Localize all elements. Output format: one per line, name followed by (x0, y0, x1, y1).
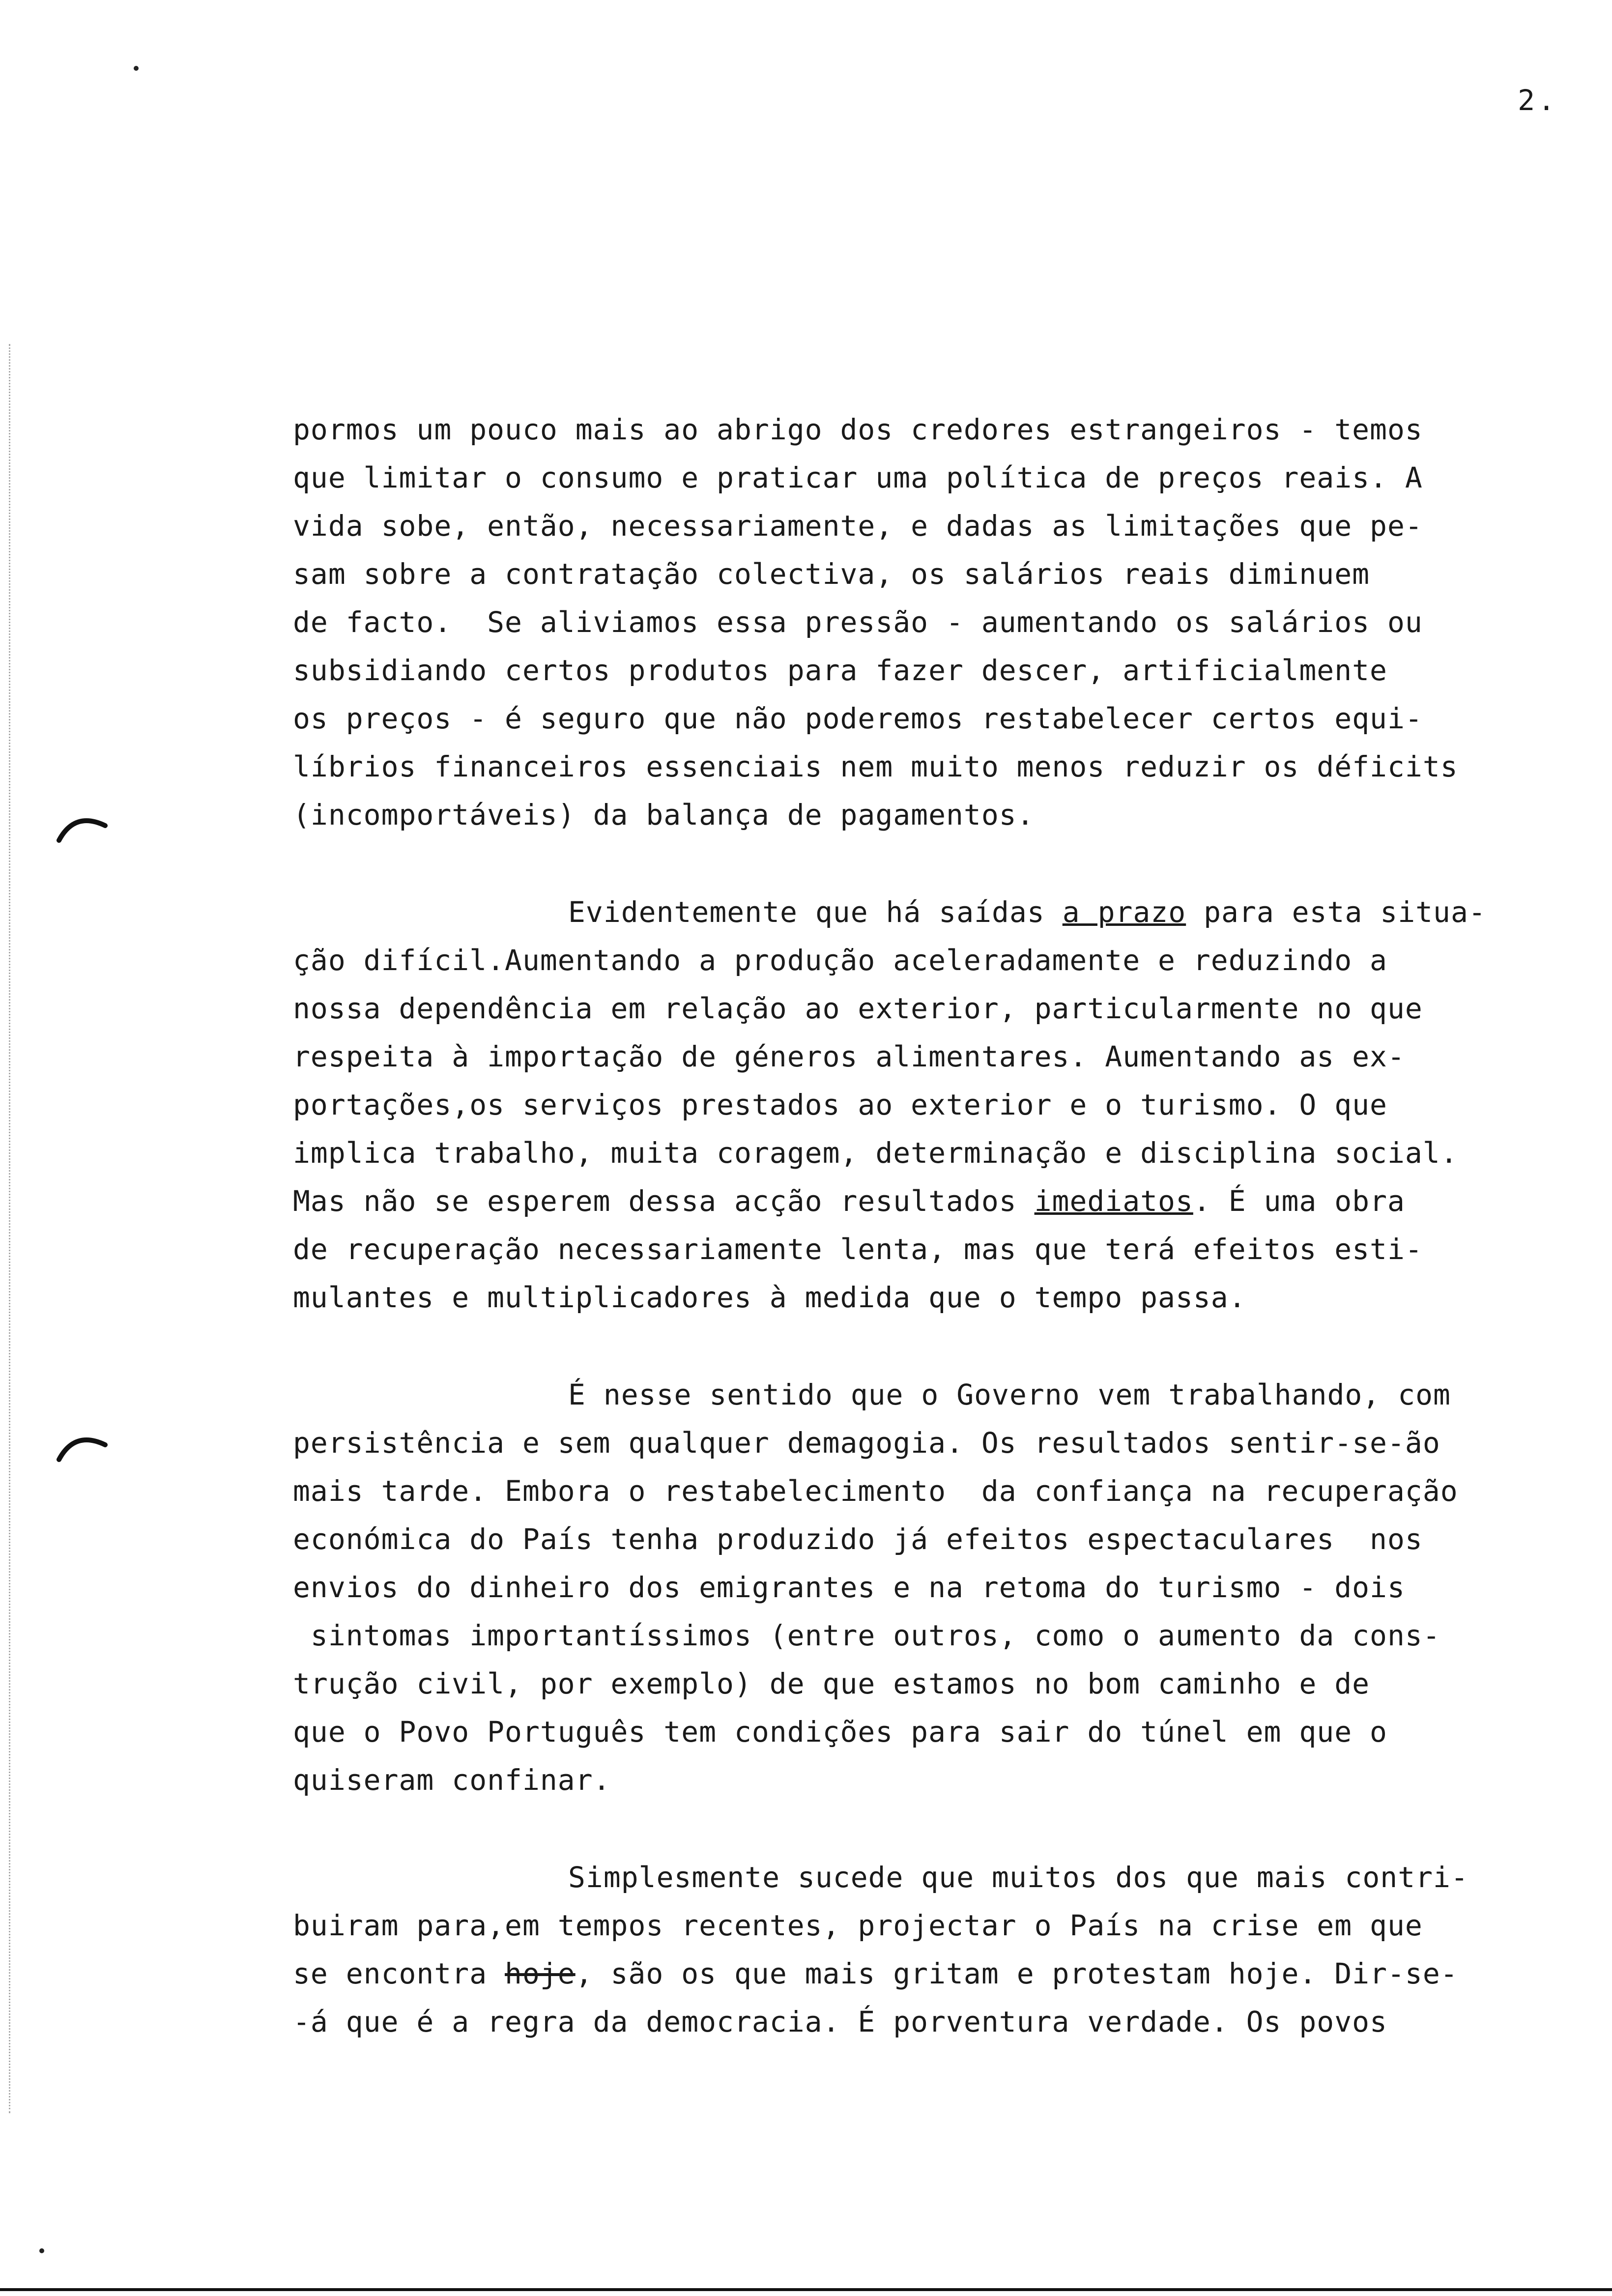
text-line: de facto. Se aliviamos essa pressão - aumentando os salários ou (293, 605, 1423, 639)
paragraph-4 (293, 1853, 1610, 2046)
text-line: que o Povo Português tem condições para sair do túnel em que o (293, 1715, 1387, 1749)
underlined-word: a prazo (1062, 895, 1186, 929)
text-line: pormos um pouco mais ao abrigo dos credores estrangeiros - temos (293, 413, 1423, 446)
text-line: envios do dinheiro dos emigrantes e na retoma do turismo - dois (293, 1571, 1405, 1604)
text-line: sintomas importantíssimos (entre outros, como o aumento da cons- (293, 1619, 1440, 1652)
text-line: de recuperação necessariamente lenta, mas que terá efeitos esti- (293, 1233, 1423, 1266)
text-line: mulantes e multiplicadores à medida que o tempo passa. (293, 1281, 1246, 1314)
corner-dot (134, 66, 139, 71)
text-line: respeita à importação de géneros alimentares. Aumentando as ex- (293, 1040, 1405, 1073)
text-line: nossa dependência em relação ao exterior, particularmente no que (293, 992, 1423, 1025)
text-line: Simplesmente sucede que muitos dos que mais contri- (568, 1861, 1468, 1894)
text-line: (incomportáveis) da balança de pagamentos. (293, 798, 1035, 832)
text-line: portações,os serviços prestados ao exterior e o turismo. O que (293, 1088, 1387, 1121)
text-line: mais tarde. Embora o restabelecimento da confiança na recuperação (293, 1474, 1458, 1508)
text-line: líbrios financeiros essenciais nem muito menos reduzir os déficits (293, 750, 1458, 783)
text-line: que limitar o consumo e praticar uma política de preços reais. A (293, 461, 1423, 494)
punch-hole-mark-bottom (55, 1425, 109, 1464)
paragraph-2 (293, 888, 1610, 1321)
text-line: os preços - é seguro que não poderemos restabelecer certos equi- (293, 702, 1423, 735)
text-line: trução civil, por exemplo) de que estamos no bom caminho e de (293, 1667, 1370, 1700)
text-line: É nesse sentido que o Governo vem trabalhando, com (568, 1378, 1451, 1411)
text-line: implica trabalho, muita coragem, determinação e disciplina social. (293, 1136, 1458, 1170)
underlined-word: imediatos (1034, 1184, 1193, 1218)
page-number: 2. (1518, 84, 1558, 117)
left-edge-marks (9, 344, 12, 2113)
text-line: ção difícil.Aumentando a produção aceleradamente e reduzindo a (293, 944, 1387, 977)
document-body (293, 405, 1610, 2046)
text-line: persistência e sem qualquer demagogia. Os resultados sentir-se-ão (293, 1426, 1440, 1460)
text-line: quiseram confinar. (293, 1763, 611, 1797)
text-line: buiram para,em tempos recentes, projectar o País na crise em que (293, 1909, 1423, 1942)
struck-word: hoje (505, 1957, 576, 1990)
text-line: -á que é a regra da democracia. É porventura verdade. Os povos (293, 2005, 1387, 2038)
text-line: sam sobre a contratação colectiva, os salários reais diminuem (293, 557, 1370, 591)
bottom-dot (39, 2248, 44, 2253)
text-line: subsidiando certos produtos para fazer descer, artificialmente (293, 654, 1387, 687)
paragraph-3 (293, 1371, 1610, 1804)
bottom-border-line (0, 2288, 1612, 2291)
text-line: se encontra hoje, são os que mais gritam e protestam hoje. Dir-se- (293, 1957, 1458, 1990)
text-line: Evidentemente que há saídas a prazo para esta situa- (568, 895, 1486, 929)
paragraph-1 (293, 405, 1610, 839)
text-line: vida sobe, então, necessariamente, e dadas as limitações que pe- (293, 509, 1423, 543)
text-line: económica do País tenha produzido já efeitos espectaculares nos (293, 1522, 1423, 1556)
punch-hole-mark-top (55, 806, 109, 845)
text-line: Mas não se esperem dessa acção resultados imediatos. É uma obra (293, 1184, 1405, 1218)
